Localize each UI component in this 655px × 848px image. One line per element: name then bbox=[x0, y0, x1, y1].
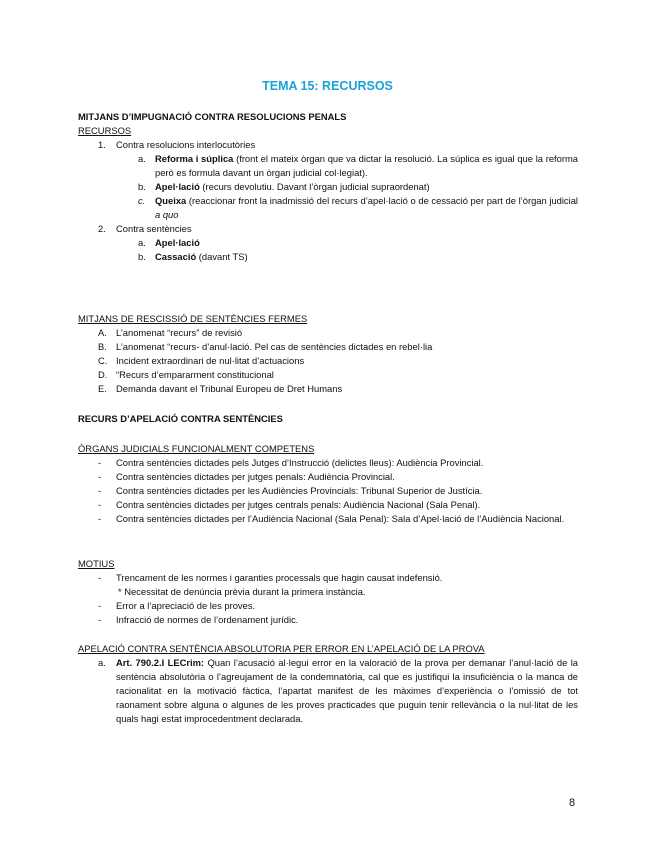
section-rescissio bbox=[78, 312, 578, 396]
list-text bbox=[155, 250, 248, 264]
section-apelacio bbox=[78, 412, 578, 426]
list-marker: - bbox=[98, 457, 102, 468]
list-text: Infracció de normes de l’ordenament jurídic. bbox=[116, 614, 299, 625]
list-marker: - bbox=[98, 572, 102, 583]
section-motius bbox=[78, 557, 578, 627]
bold-term: Reforma i súplica bbox=[155, 153, 234, 164]
list-text: Contra sentències dictades per jutges centrals penals: Audiència Nacional (Sala Penal). bbox=[116, 499, 481, 510]
bold-term: Queixa bbox=[155, 195, 187, 206]
list-item bbox=[78, 368, 578, 382]
bold-term: Art. 790.2.I LECrim: bbox=[116, 657, 205, 668]
bold-term: Apel·lació bbox=[155, 181, 200, 192]
list-text: Contra resolucions interlocutòries bbox=[116, 139, 256, 150]
list-marker: a. bbox=[138, 153, 146, 164]
list-item bbox=[78, 236, 578, 250]
list-item bbox=[78, 484, 578, 498]
section-heading: APELACIÓ CONTRA SENTÈNCIA ABSOLUTORIA PER ERROR EN L’APELACIÓ DE LA PROVA bbox=[78, 643, 485, 654]
section-heading: MOTIUS bbox=[78, 558, 115, 569]
list-marker: a. bbox=[98, 657, 106, 668]
list-item bbox=[78, 656, 578, 726]
list-text: Trencament de les normes i garanties processals que hagin causat indefensió. bbox=[116, 572, 443, 583]
list-item bbox=[78, 326, 578, 340]
bold-term: Cassació bbox=[155, 251, 197, 262]
section-heading: MITJANS DE RESCISSIÓ DE SENTÈNCIES FERMES bbox=[78, 313, 308, 324]
list-text: Contra sentències dictades per les Audiències Provincials: Tribunal Superior de Justícia. bbox=[116, 485, 483, 496]
list-marker: E. bbox=[98, 383, 107, 394]
section-organs bbox=[78, 442, 578, 526]
list-item bbox=[78, 340, 578, 354]
list-item bbox=[78, 512, 578, 526]
list-marker: 1. bbox=[98, 139, 106, 150]
list-item bbox=[78, 456, 578, 470]
list-text bbox=[155, 152, 578, 180]
list-marker: b. bbox=[138, 251, 146, 262]
section-impugnacio bbox=[78, 110, 578, 264]
list-item bbox=[78, 180, 578, 194]
term-description: (reaccionar front la inadmissió del recurs d’apel·lació o de cessació per part de l’òrgan judicial bbox=[186, 195, 578, 206]
list-marker: A. bbox=[98, 327, 107, 338]
list-text: Demanda davant el Tribunal Europeu de Dret Humans bbox=[116, 383, 343, 394]
italic-term: a quo bbox=[155, 209, 179, 220]
page-title: TEMA 15: RECURSOS bbox=[262, 79, 393, 93]
section-heading: ÒRGANS JUDICIALS FUNCIONALMENT COMPETENS bbox=[78, 443, 315, 454]
list-item bbox=[78, 194, 578, 222]
term-description: (recurs devolutiu. Davant l’òrgan judicial supraordenat) bbox=[199, 181, 430, 192]
list-note: * Necessitat de denúncia prèvia durant la primera instància. bbox=[118, 586, 366, 597]
list-item bbox=[78, 152, 578, 180]
list-text bbox=[116, 656, 578, 726]
list-item bbox=[78, 354, 578, 368]
list-marker: - bbox=[98, 614, 102, 625]
list-text: L’anomenat “recurs- d’anul·lació. Pel cas de sentències dictades en rebel·lia bbox=[116, 341, 433, 352]
list-item bbox=[78, 138, 578, 152]
list-text bbox=[155, 180, 430, 194]
term-description: (front el mateix òrgan que va dictar la resolució. La súplica es igual que la reforma però es formula davant un òrgan judicial col·legiat). bbox=[155, 153, 578, 178]
list-item bbox=[78, 571, 578, 585]
list-item bbox=[78, 382, 578, 396]
list-text: Error a l’apreciació de les proves. bbox=[116, 600, 256, 611]
list-text: “Recurs d’empararment constitucional bbox=[116, 369, 274, 380]
section-absolutoria bbox=[78, 642, 578, 726]
list-marker: D. bbox=[98, 369, 108, 380]
list-marker: 2. bbox=[98, 223, 106, 234]
list-item bbox=[78, 599, 578, 613]
list-item bbox=[78, 222, 578, 236]
term-description: Quan l’acusació al·legui error en la valoració de la prova per demanar l’anul·lació de la sentència absolutòria o l’agreujament de la condemnatòria, cal que es justifiqui la insuficiència o la manca de racionalitat en la motivació fàctica, l’apartat manifest de les màximes d’experiència o l’omissió de tot raonament sobre alguna o algunes de les proves practicades que puguin tenir rellevància o la nul·litat de les quals hagi estat improcedentment declarada. bbox=[116, 657, 578, 724]
list-item bbox=[78, 250, 578, 264]
list-text: Contra sentències dictades per l’Audiència Nacional (Sala Penal): Sala d’Apel·lació de l’Audiència Nacional. bbox=[116, 513, 565, 524]
list-item bbox=[78, 470, 578, 484]
list-text bbox=[155, 236, 200, 250]
term-description: (davant TS) bbox=[196, 251, 248, 262]
list-item bbox=[78, 498, 578, 512]
list-text bbox=[155, 194, 578, 222]
list-text: L’anomenat “recurs” de revisió bbox=[116, 327, 243, 338]
page-number: 8 bbox=[569, 797, 576, 809]
list-marker: - bbox=[98, 513, 102, 524]
section-heading: RECURS D’APELACIÓ CONTRA SENTÈNCIES bbox=[78, 413, 283, 424]
list-marker: - bbox=[98, 499, 102, 510]
list-marker: C. bbox=[98, 355, 108, 366]
list-text: Contra sentències dictades per jutges penals: Audiència Provincial. bbox=[116, 471, 395, 482]
section-subheading: RECURSOS bbox=[78, 125, 132, 136]
list-marker: a. bbox=[138, 237, 146, 248]
list-marker: B. bbox=[98, 341, 107, 352]
list-marker: - bbox=[98, 471, 102, 482]
list-marker: - bbox=[98, 485, 102, 496]
list-marker: b. bbox=[138, 181, 146, 192]
list-text: Contra sentències bbox=[116, 223, 192, 234]
list-item bbox=[78, 613, 578, 627]
bold-term: Apel·lació bbox=[155, 237, 200, 248]
list-text: Incident extraordinari de nul·litat d’actuacions bbox=[116, 355, 305, 366]
list-marker: c. bbox=[138, 195, 146, 206]
list-marker: - bbox=[98, 600, 102, 611]
section-heading: MITJANS D’IMPUGNACIÓ CONTRA RESOLUCIONS PENALS bbox=[78, 111, 347, 122]
list-text: Contra sentències dictades pels Jutges d’Instrucció (delictes lleus): Audiència Provincial. bbox=[116, 457, 484, 468]
